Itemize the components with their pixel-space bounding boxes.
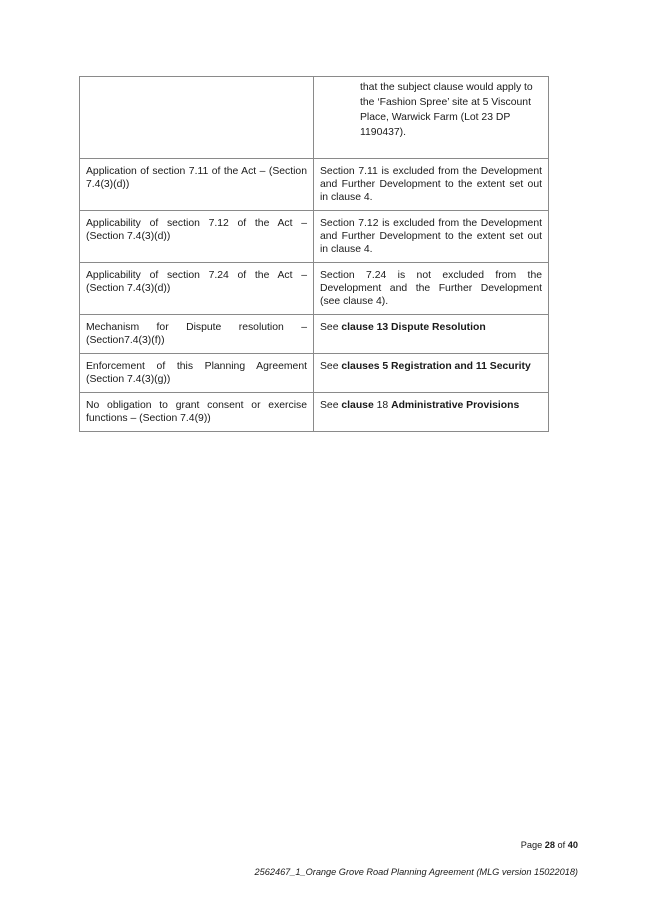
table-cell-left bbox=[80, 77, 314, 159]
table-cell-right: Section 7.24 is not excluded from the Development and the Further Development (see clause 4). bbox=[314, 263, 549, 315]
cell-text: See bbox=[320, 361, 342, 372]
page-current: 28 bbox=[544, 840, 555, 850]
page-of: of bbox=[554, 840, 568, 850]
table-row bbox=[80, 159, 549, 211]
clause-reference: clause 13 Dispute Resolution bbox=[341, 322, 486, 333]
page-prefix: Page bbox=[520, 840, 545, 850]
cell-text: See bbox=[320, 400, 342, 411]
table-row bbox=[80, 354, 549, 393]
table-cell-right bbox=[314, 354, 549, 393]
table-row bbox=[80, 211, 549, 263]
requirements-table bbox=[79, 76, 549, 432]
table-cell-left: Applicability of section 7.24 of the Act – (Section 7.4(3)(d)) bbox=[80, 263, 314, 315]
table-cell-left: No obligation to grant consent or exercise functions – (Section 7.4(9)) bbox=[80, 393, 314, 432]
table-cell-left: Applicability of section 7.12 of the Act – (Section 7.4(3)(d)) bbox=[80, 211, 314, 263]
page-total: 40 bbox=[567, 840, 578, 850]
page-number bbox=[492, 840, 578, 850]
table-row bbox=[80, 263, 549, 315]
clause-reference: Administrative Provisions bbox=[391, 400, 520, 411]
table-cell-right: Section 7.11 is excluded from the Development and Further Development to the extent set out in clause 4. bbox=[314, 159, 549, 211]
table-cell-left: Enforcement of this Planning Agreement (Section 7.4(3)(g)) bbox=[80, 354, 314, 393]
table-cell-right bbox=[314, 393, 549, 432]
table-cell-right: Section 7.12 is excluded from the Development and Further Development to the extent set out in clause 4. bbox=[314, 211, 549, 263]
cell-text: 18 bbox=[373, 400, 392, 411]
clause-reference: clauses 5 Registration and 11 Security bbox=[341, 361, 531, 372]
table-row bbox=[80, 393, 549, 432]
cell-text: See bbox=[320, 322, 342, 333]
table-cell-left: Mechanism for Dispute resolution – (Section7.4(3)(f)) bbox=[80, 315, 314, 354]
clause-reference: clause bbox=[341, 400, 374, 411]
table-row bbox=[80, 77, 549, 159]
table-cell-left: Application of section 7.11 of the Act – (Section 7.4(3)(d)) bbox=[80, 159, 314, 211]
table-cell-right bbox=[314, 315, 549, 354]
table-row bbox=[80, 315, 549, 354]
table-cell-right: that the subject clause would apply to the ‘Fashion Spree’ site at 5 Viscount Place, Warwick Farm (Lot 23 DP 1190437). bbox=[314, 77, 549, 159]
document-reference: 2562467_1_Orange Grove Road Planning Agreement (MLG version 15022018) bbox=[254, 867, 578, 877]
